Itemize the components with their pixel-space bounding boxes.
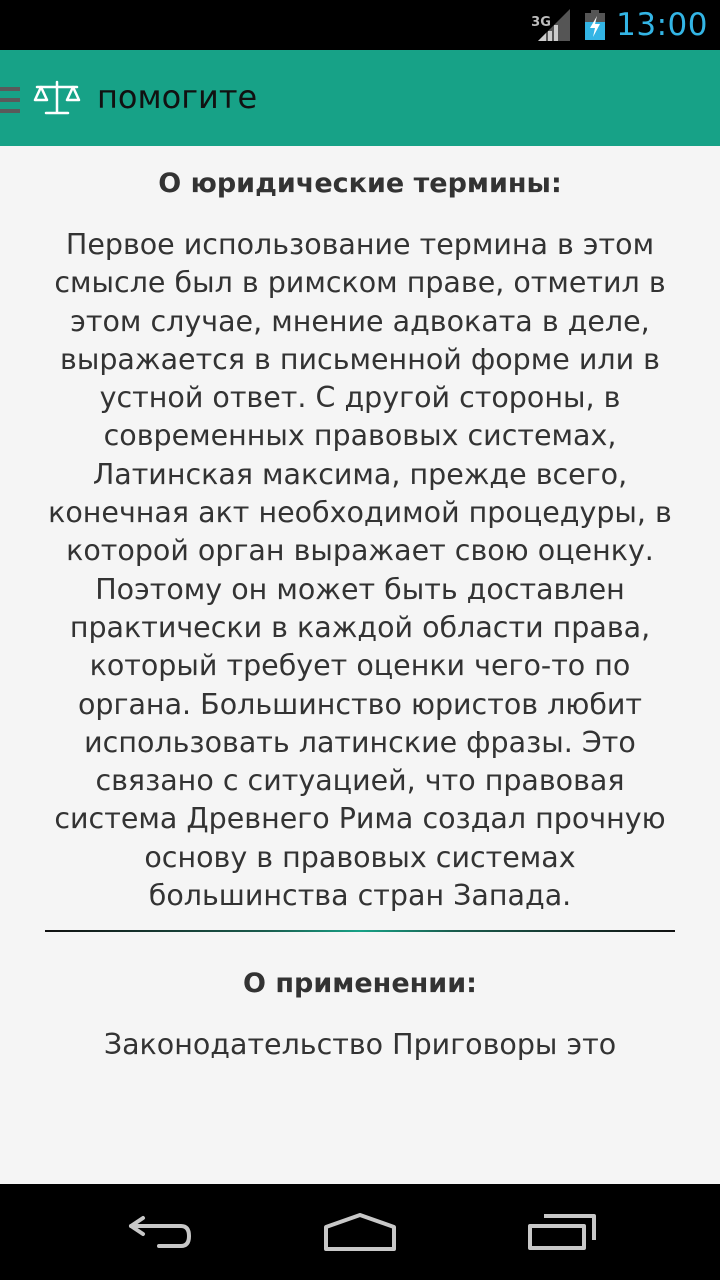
content-scroll-area[interactable] — [0, 146, 720, 1184]
status-bar — [0, 0, 720, 50]
status-clock: 13:00 — [616, 7, 708, 43]
section-title-legal-terms: О юридические термины: — [158, 168, 562, 199]
battery-charging-icon — [584, 10, 606, 40]
network-type-label: 3G — [531, 15, 551, 30]
back-arrow-icon[interactable] — [100, 1204, 220, 1260]
navigation-bar — [0, 1184, 720, 1280]
app-title: помогите — [97, 78, 258, 116]
action-bar — [0, 50, 720, 146]
section-title-application: О применении: — [243, 968, 477, 999]
scales-icon[interactable] — [32, 78, 82, 118]
section-divider — [45, 930, 675, 932]
section-body-application: Законодательство Приговоры это — [103, 1028, 617, 1061]
recent-apps-icon[interactable] — [502, 1204, 622, 1260]
status-icons — [531, 0, 708, 50]
home-icon[interactable] — [300, 1204, 420, 1260]
section-body-legal-terms: Первое использование термина в этом смысле был в римском праве, отметил в этом случае, мнение адвоката в деле, выражается в письменной форме или в устной ответ. С другой стороны, в современных правовых системах, Латинская максима, прежде всего, конечная акт необходимой процедуры, в которой орган выражает свою оценку. Поэтому он может быть доставлен практически в каждой области права, который требует оценки чего-то по органа. Большинство юристов любит использовать латинские фразы. Это связано с ситуацией, что правовая система Древнего Рима создал прочную основу в правовых системах большинства стран Запада. — [48, 228, 672, 913]
signal-icon — [531, 7, 574, 43]
drawer-indicator-icon[interactable] — [0, 87, 20, 113]
